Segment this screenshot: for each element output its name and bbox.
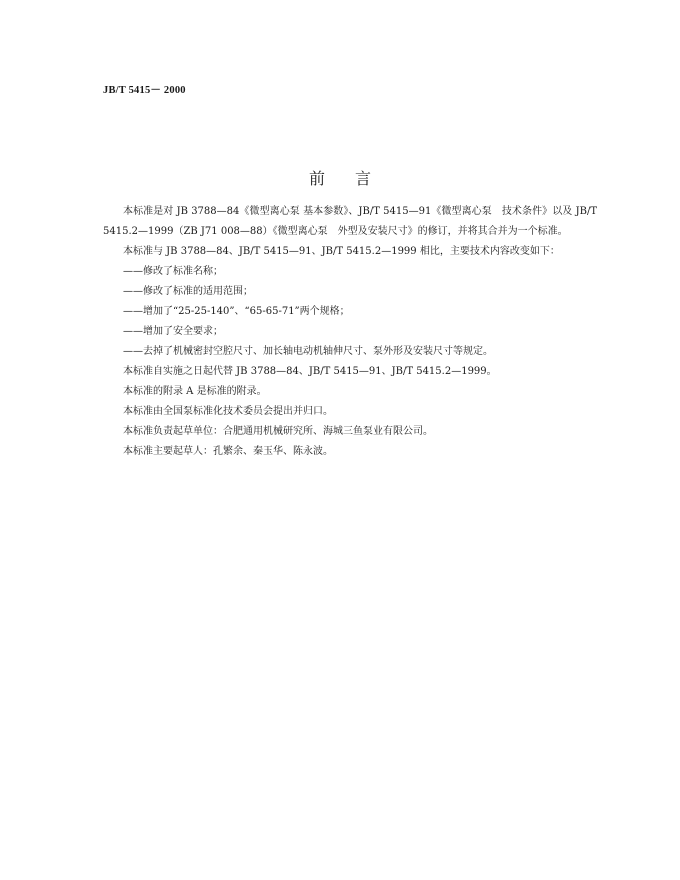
paragraph-revision-scope: 本标准是对 JB 3788—84《微型离心泵 基本参数》、JB/T 5415—91《微型离心泵 技术条件》以及 JB/T 5415.2—1999（ZB J71 008—88）《微型离心泵 外型及安装尺寸》的修订，并将其合并为一个标准。 [103, 206, 597, 237]
change-item-safety: ——增加了安全要求； [123, 326, 223, 337]
standard-code-header: JB/T 5415－ 2000 [103, 85, 186, 96]
paragraph-technical-changes-intro: 本标准与 JB 3788—84、JB/T 5415—91、JB/T 5415.2—1999 相比，主要技术内容改变如下： [123, 246, 560, 257]
preface-body [103, 202, 597, 462]
paragraph-drafters: 本标准主要起草人：孔繁余、秦玉华、陈永波。 [123, 446, 333, 457]
change-item-scope: ——修改了标准的适用范围； [123, 286, 253, 297]
paragraph-drafting-units: 本标准负责起草单位：合肥通用机械研究所、海城三鱼泵业有限公司。 [123, 426, 433, 437]
change-item-removed: ——去掉了机械密封空腔尺寸、加长轴电动机轴伸尺寸、泵外形及安装尺寸等规定。 [123, 346, 493, 357]
paragraph-proposed-by: 本标准由全国泵标准化技术委员会提出并归口。 [123, 406, 333, 417]
paragraph-replaces: 本标准自实施之日起代替 JB 3788—84、JB/T 5415—91、JB/T 5415.2—1999。 [123, 366, 497, 377]
preface-title: 前言 [308, 169, 401, 188]
change-item-name: ——修改了标准名称； [123, 266, 223, 277]
change-item-specs: ——增加了“25-25-140”、“65-65-71”两个规格； [123, 306, 350, 317]
paragraph-annex: 本标准的附录 A 是标准的附录。 [123, 386, 267, 397]
